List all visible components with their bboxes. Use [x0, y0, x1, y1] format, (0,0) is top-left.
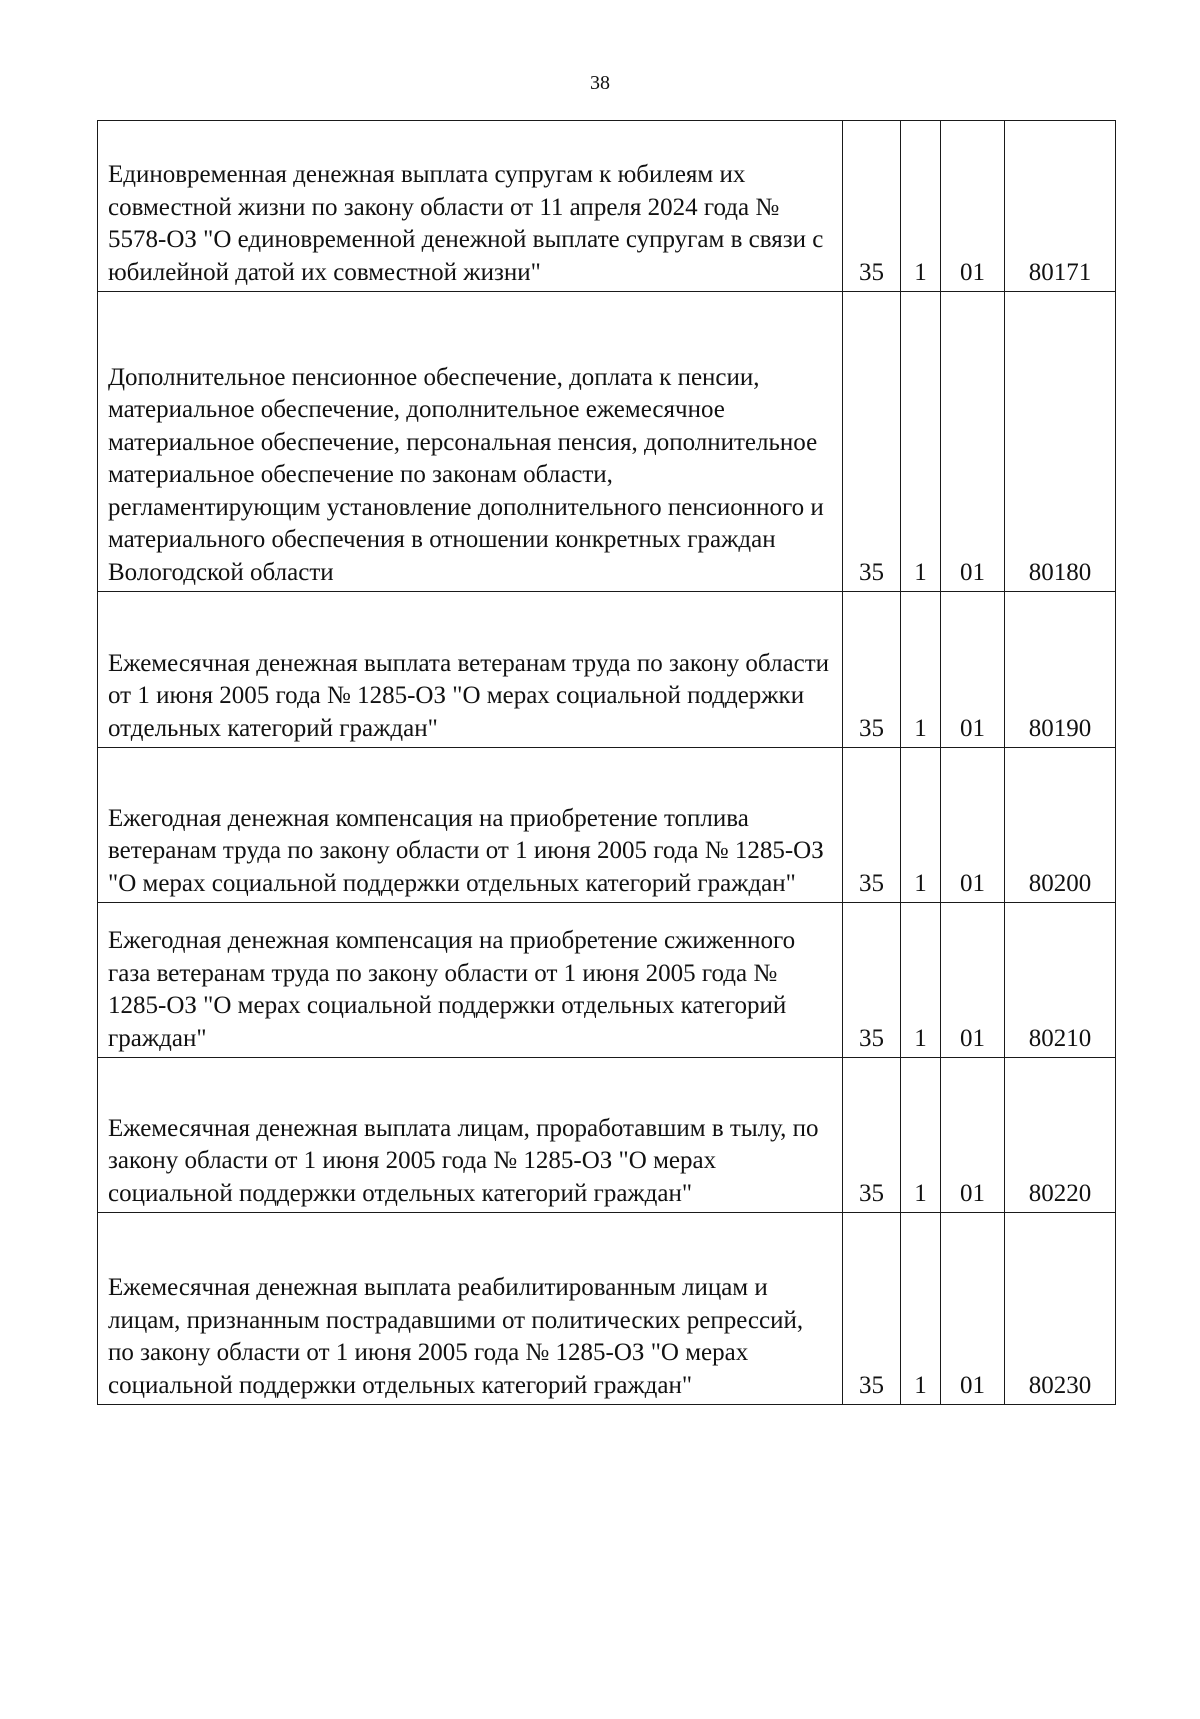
table-row — [98, 903, 1116, 1058]
code-cell-3: 01 — [941, 1058, 1005, 1213]
row-description: Ежемесячная денежная выплата реабилитированным лицам и лицам, признанным пострадавшими от политических репрессий, по закону области от 1 июня 2005 года № 1285-ОЗ "О мерах социальной поддержки отдельных категорий граждан" — [108, 1274, 804, 1399]
row-description-cell — [98, 1058, 843, 1213]
row-description: Единовременная денежная выплата супругам к юбилеям их совместной жизни по закону области от 11 апреля 2024 года № 5578-ОЗ "О единовременной денежной выплате супругам в связи с юбилейной датой их совместной жизни" — [108, 161, 824, 286]
row-description: Ежегодная денежная компенсация на приобретение сжиженного газа ветеранам труда по закону области от 1 июня 2005 года № 1285-ОЗ "О мерах социальной поддержки отдельных категорий граждан" — [108, 927, 796, 1052]
code-cell-4: 80180 — [1005, 292, 1116, 592]
code-cell-2: 1 — [901, 292, 941, 592]
table-row — [98, 1058, 1116, 1213]
code-cell-1: 35 — [843, 1058, 901, 1213]
code-cell-3: 01 — [941, 121, 1005, 292]
code-cell-1: 35 — [843, 1213, 901, 1405]
code-cell-2: 1 — [901, 121, 941, 292]
code-cell-1: 35 — [843, 292, 901, 592]
row-description: Дополнительное пенсионное обеспечение, доплата к пенсии, материальное обеспечение, дополнительное ежемесячное материальное обеспечение, персональная пенсия, дополнительное материальное обеспечение по законам области, регламентирующим установление дополнительного пенсионного и материального обеспечения в отношении конкретных граждан Вологодской области — [108, 363, 824, 586]
budget-classification-table — [97, 120, 1116, 1405]
code-cell-3: 01 — [941, 903, 1005, 1058]
code-cell-3: 01 — [941, 748, 1005, 903]
code-cell-4: 80210 — [1005, 903, 1116, 1058]
row-description: Ежегодная денежная компенсация на приобретение топлива ветеранам труда по закону области от 1 июня 2005 года № 1285-ОЗ "О мерах социальной поддержки отдельных категорий граждан" — [108, 804, 824, 897]
row-description: Ежемесячная денежная выплата ветеранам труда по закону области от 1 июня 2005 года № 1285-ОЗ "О мерах социальной поддержки отдельных категорий граждан" — [108, 649, 829, 742]
row-description-cell — [98, 292, 843, 592]
code-cell-4: 80171 — [1005, 121, 1116, 292]
table-row — [98, 592, 1116, 748]
code-cell-3: 01 — [941, 1213, 1005, 1405]
code-cell-1: 35 — [843, 592, 901, 748]
code-cell-2: 1 — [901, 1213, 941, 1405]
code-cell-1: 35 — [843, 903, 901, 1058]
code-cell-2: 1 — [901, 592, 941, 748]
row-description-cell — [98, 748, 843, 903]
code-cell-1: 35 — [843, 748, 901, 903]
row-description-cell — [98, 903, 843, 1058]
code-cell-2: 1 — [901, 748, 941, 903]
code-cell-3: 01 — [941, 292, 1005, 592]
code-cell-4: 80230 — [1005, 1213, 1116, 1405]
page-number: 38 — [590, 72, 610, 94]
row-description-cell — [98, 592, 843, 748]
table-row — [98, 292, 1116, 592]
table-row — [98, 748, 1116, 903]
code-cell-4: 80200 — [1005, 748, 1116, 903]
code-cell-3: 01 — [941, 592, 1005, 748]
row-description-cell — [98, 121, 843, 292]
code-cell-4: 80190 — [1005, 592, 1116, 748]
code-cell-4: 80220 — [1005, 1058, 1116, 1213]
table-row — [98, 121, 1116, 292]
table-row — [98, 1213, 1116, 1405]
code-cell-2: 1 — [901, 1058, 941, 1213]
row-description-cell — [98, 1213, 843, 1405]
code-cell-2: 1 — [901, 903, 941, 1058]
code-cell-1: 35 — [843, 121, 901, 292]
row-description: Ежемесячная денежная выплата лицам, проработавшим в тылу, по закону области от 1 июня 2005 года № 1285-ОЗ "О мерах социальной поддержки отдельных категорий граждан" — [108, 1114, 819, 1207]
